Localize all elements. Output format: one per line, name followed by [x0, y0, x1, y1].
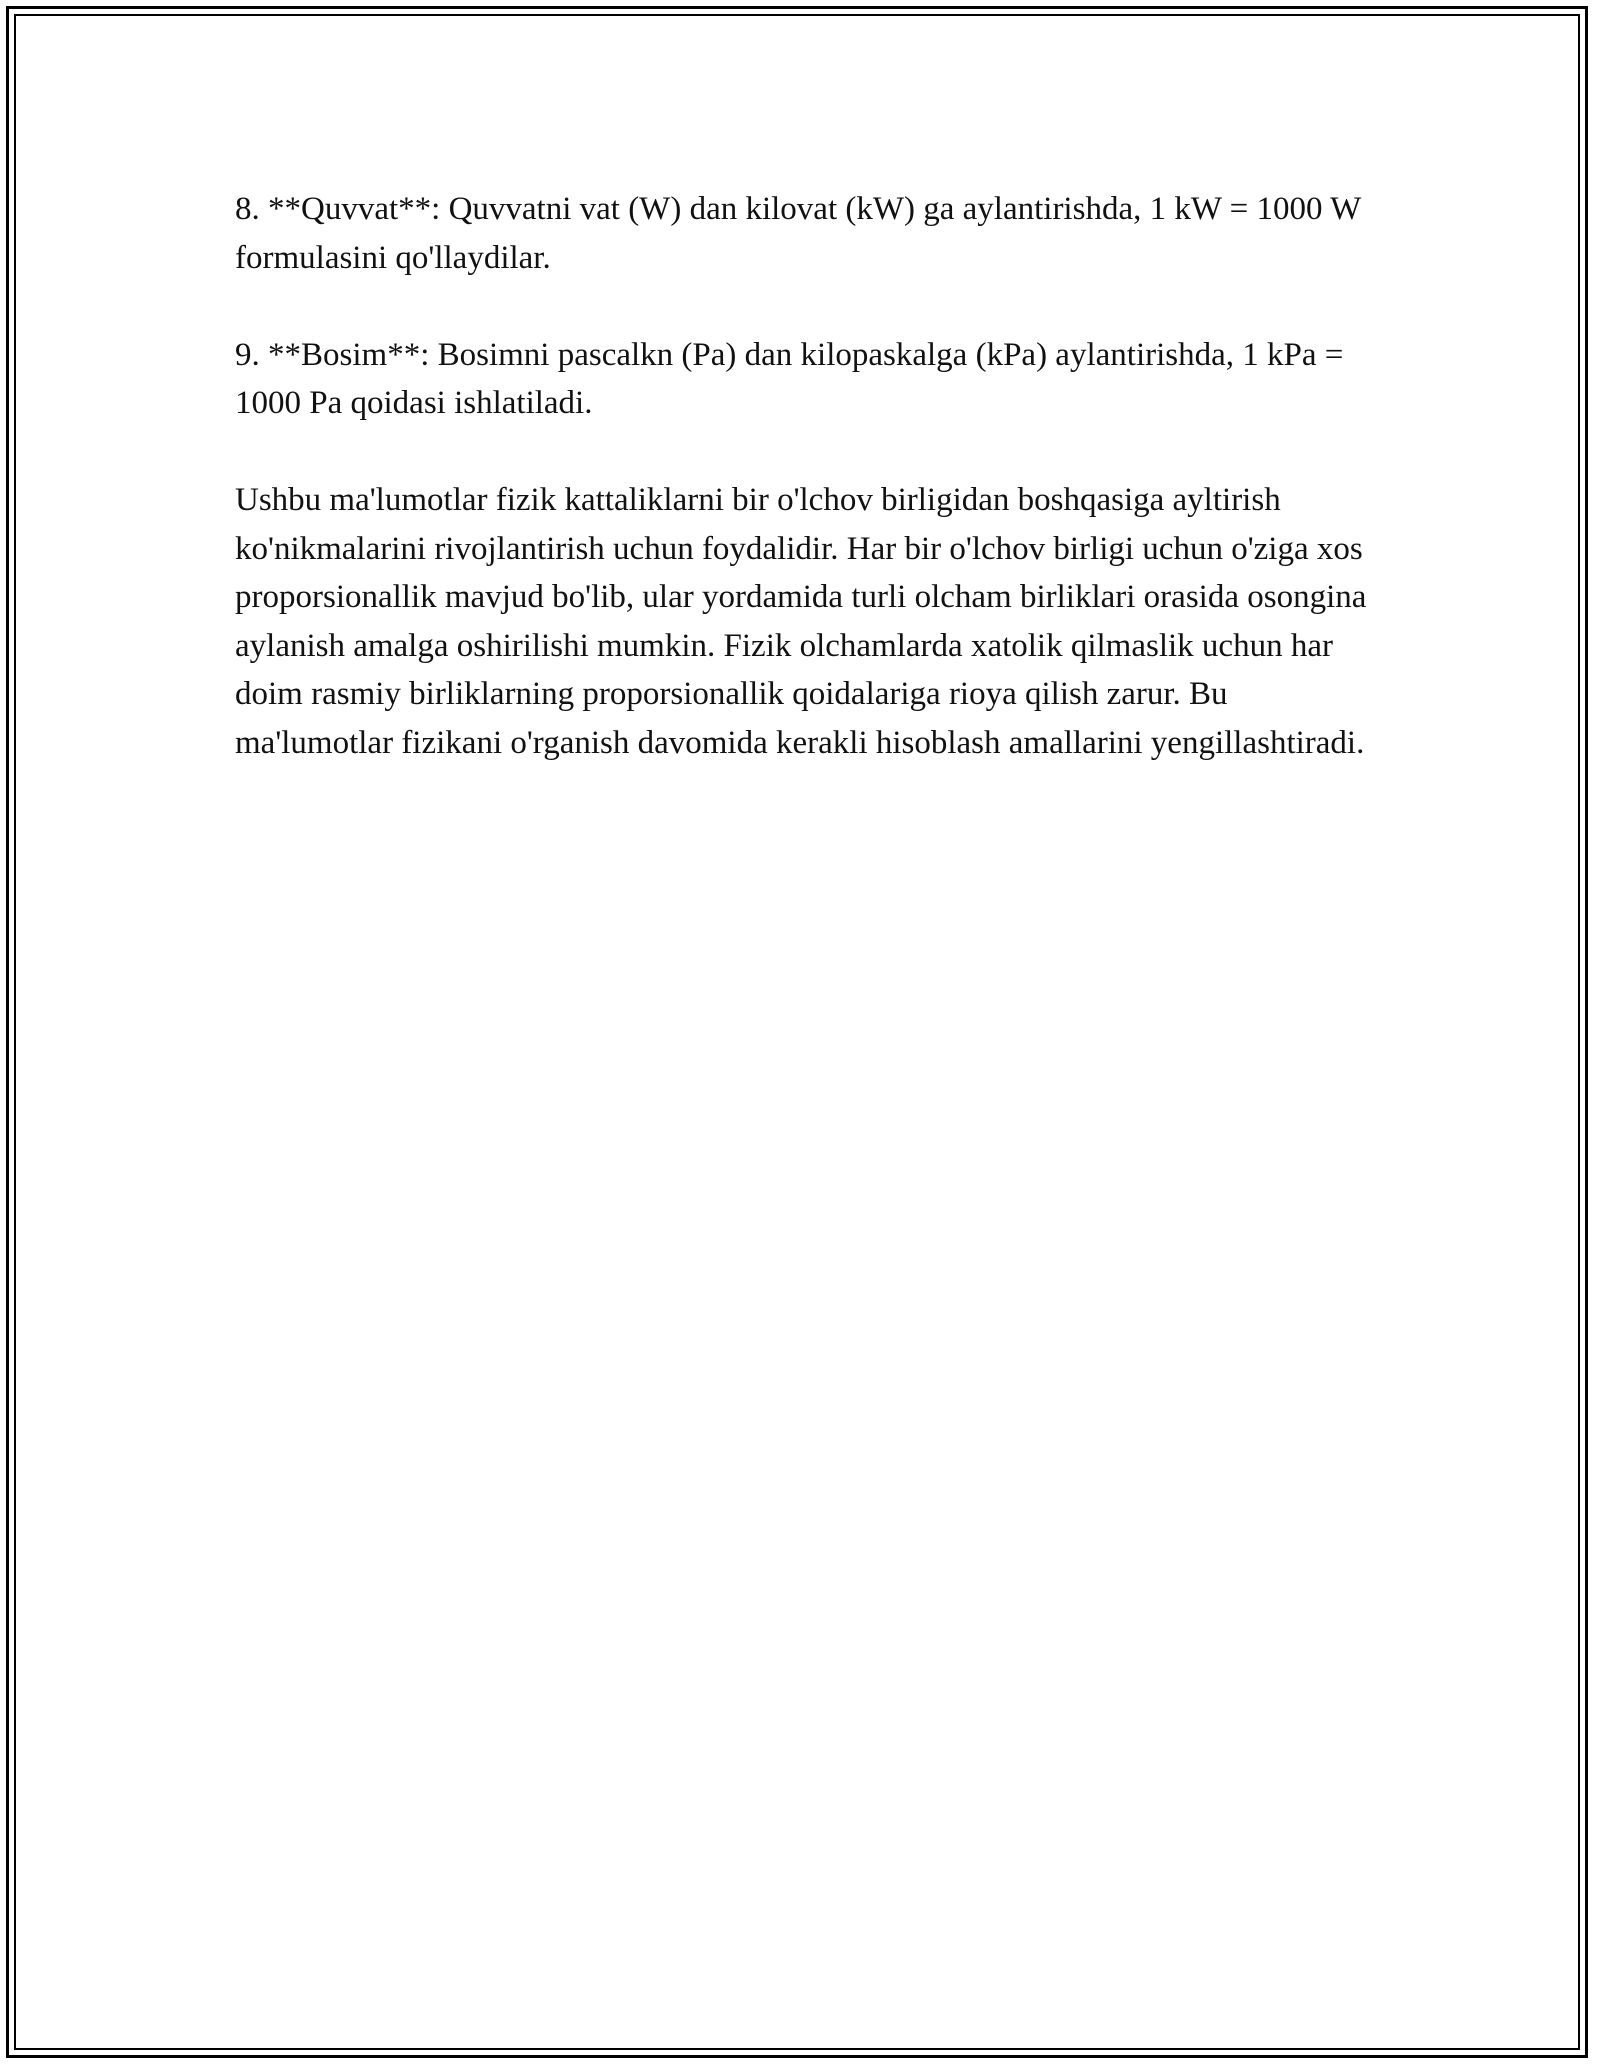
document-body [235, 185, 1375, 816]
paragraph-pressure: 9. **Bosim**: Bosimni pascalkn (Pa) dan kilopaskalga (kPa) aylantirishda, 1 kPa = 1000 Pa qoidasi ishlatiladi. [235, 336, 1344, 421]
paragraph-summary: Ushbu ma'lumotlar fizik kattaliklarni bir o'lchov birligidan boshqasiga ayltirish ko'nikmalarini rivojlantirish uchun foydalidir. Har bir o'lchov birligi uchun o'ziga xos proporsionallik mavjud bo'lib, ular yordamida turli olcham birliklari orasida osongina aylanish amalga oshirilishi mumkin. Fizik olchamlarda xatolik qilmaslik uchun har doim rasmiy birliklarning proporsionallik qoidalariga rioya qilish zarur. Bu ma'lumotlar fizikani o'rganish davomida kerakli hisoblash amallarini yengillashtiradi. [235, 482, 1367, 761]
paragraph-power: 8. **Quvvat**: Quvvatni vat (W) dan kilovat (kW) ga aylantirishda, 1 kW = 1000 W formulasini qo'llaydilar. [235, 191, 1361, 276]
